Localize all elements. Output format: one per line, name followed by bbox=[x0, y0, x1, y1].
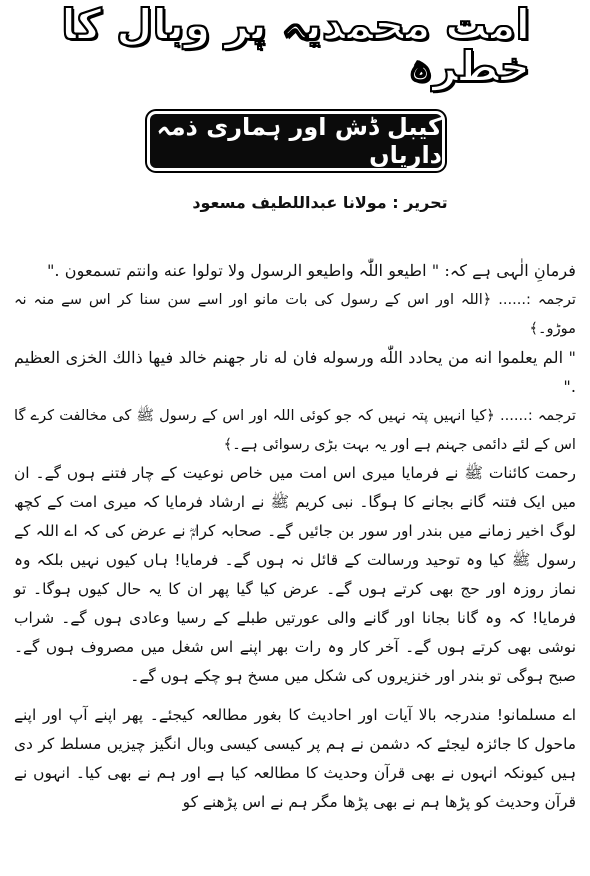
subtitle-banner bbox=[150, 114, 442, 168]
quranic-verse-1: فرمانِ الٰہی ہے کہ: " اطیعو اللّٰہ واطیعو الرسول ولا تولوا عنه وانتم تسمعون ." bbox=[46, 261, 576, 280]
author-byline: تحریر : مولانا عبداللطیف مسعود bbox=[192, 193, 448, 212]
hadith-paragraph: رحمت کائنات ﷺ نے فرمایا میری اس امت میں خاص نوعیت کے چار فتنے ہوں گے۔ ان میں ایک فتنہ گانے بجانے کا ہوگا۔ نبی کریم ﷺ نے ارشاد فرمایا کہ میری امت کے کچھ لوگ اخیر زمانے میں بندر اور سور بن جائیں گے۔ صحابہ کرامؓ نے عرض کی کہ اے اللہ کے رسول ﷺ کیا وہ توحید ورسالت کے قائل نہ ہوں گے۔ فرمایا! ہاں کیوں نہیں بلکہ وہ نماز روزہ اور حج بھی کرتے ہوں گے۔ عرض کیا گیا پھر ان کا یہ حال کیوں ہوگا۔ تو فرمایا! کہ وہ گانا بجانا اور گانے والی عورتیں طبلے کے رسیا وعادی ہوں گے۔ شراب نوشی بھی کرتے ہوں گے۔ آخر کار وہ رات بھر اپنے اس شغل میں مصروف ہوں گے۔ صبح ہوگی تو بندر اور خنزیروں کی شکل میں مسخ ہو چکے ہوں گے۔ bbox=[14, 464, 576, 685]
translation-2: ترجمہ :...... ﴿کیا انہیں پتہ نہیں کہ جو کوئی اللہ اور اس کے رسول ﷺ کی مخالفت کرے گا اس کے لئے دائمی جہنم ہے اور یہ بہت بڑی رسوائی ہے۔﴾ bbox=[14, 407, 576, 453]
subtitle-text: کیبل ڈش اور ہماری ذمہ داریاں bbox=[156, 113, 442, 169]
quranic-verse-2: " الم یعلموا انه من یحادد اللّٰه ورسوله فان له نار جهنم خالد فیها ذالك الخزی العظیم ." bbox=[14, 348, 576, 396]
article-body bbox=[14, 256, 576, 871]
main-title: امت محمدیہ پر وبال کا خطرہ bbox=[61, 0, 530, 91]
closing-paragraph: اے مسلمانو! مندرجہ بالا آیات اور احادیث کا بغور مطالعہ کیجئے۔ پھر اپنے آپ اور اپنے ماحول کا جائزہ لیجئے کہ دشمن نے ہم پر کیسی کیسی وبال انگیز چیزیں مسلط کر دی ہیں کیونکہ انہوں نے بھی قرآن وحدیث کا مطالعہ کیا ہے اور ہم نے بھی کیا۔ انہوں نے قرآن وحدیث کو پڑھا ہم نے بھی پڑھا مگر ہم نے اس پڑھنے کو bbox=[14, 706, 576, 811]
translation-1: ترجمہ :...... ﴿اللہ اور اس کے رسول کی بات مانو اور اسے سن سنا کر اس سے منہ نہ موڑو۔﴾ bbox=[14, 291, 576, 337]
